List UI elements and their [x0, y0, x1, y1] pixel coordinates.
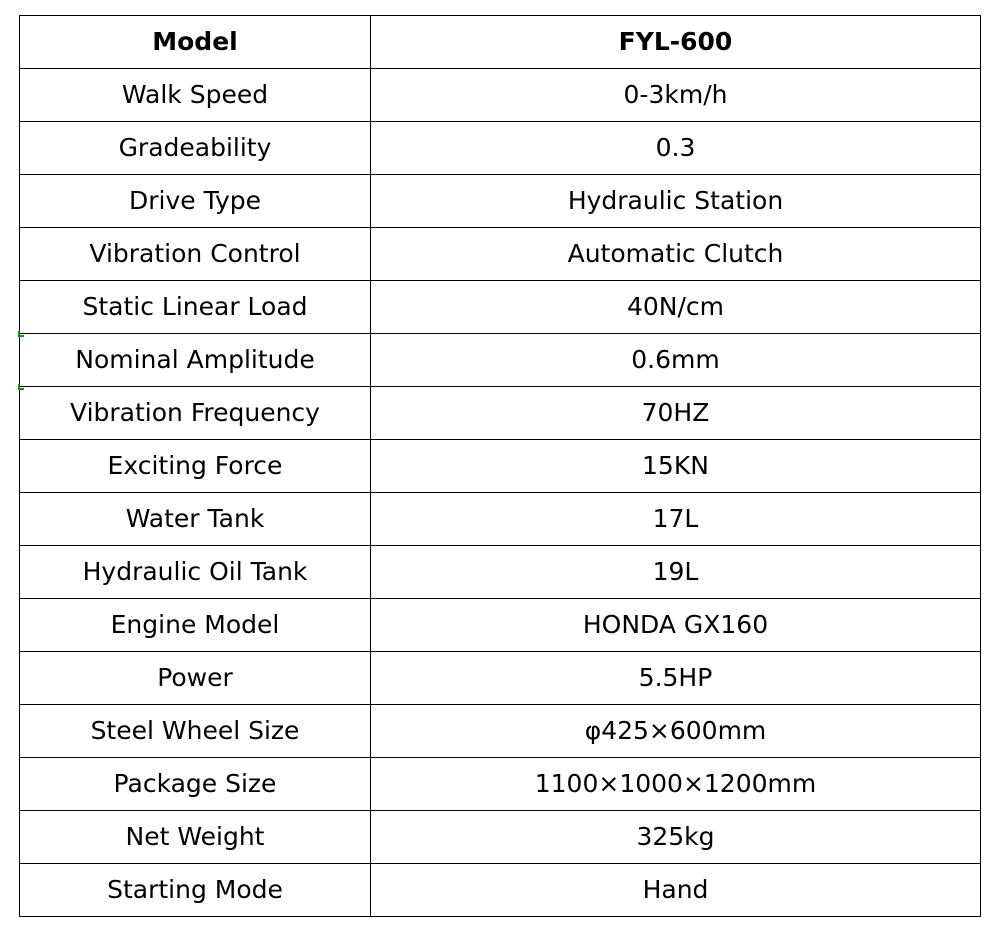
row-label: Package Size	[20, 758, 371, 811]
row-value: 70HZ	[371, 387, 981, 440]
row-label: Walk Speed	[20, 69, 371, 122]
table-row	[20, 440, 981, 493]
table-row	[20, 811, 981, 864]
row-label: Vibration Control	[20, 228, 371, 281]
table-row	[20, 599, 981, 652]
row-label: Engine Model	[20, 599, 371, 652]
header-value-cell: FYL-600	[371, 16, 981, 69]
cell-error-marker-icon	[18, 384, 24, 390]
table-header-row	[20, 16, 981, 69]
table-row	[20, 175, 981, 228]
table-row	[20, 864, 981, 917]
table-row	[20, 758, 981, 811]
row-value: 40N/cm	[371, 281, 981, 334]
table-row	[20, 281, 981, 334]
row-label: Hydraulic Oil Tank	[20, 546, 371, 599]
row-label: Water Tank	[20, 493, 371, 546]
row-value: 325kg	[371, 811, 981, 864]
row-label: Drive Type	[20, 175, 371, 228]
row-label: Power	[20, 652, 371, 705]
table-row	[20, 652, 981, 705]
row-value: Automatic Clutch	[371, 228, 981, 281]
cell-error-marker-icon	[18, 331, 24, 337]
row-label: Nominal Amplitude	[20, 334, 371, 387]
row-value: 17L	[371, 493, 981, 546]
row-label: Net Weight	[20, 811, 371, 864]
row-value: 1100×1000×1200mm	[371, 758, 981, 811]
row-value: 19L	[371, 546, 981, 599]
table-row	[20, 546, 981, 599]
header-label-cell: Model	[20, 16, 371, 69]
row-value: HONDA GX160	[371, 599, 981, 652]
row-value: φ425×600mm	[371, 705, 981, 758]
row-label: Gradeability	[20, 122, 371, 175]
spec-table	[19, 15, 981, 917]
row-label: Vibration Frequency	[20, 387, 371, 440]
row-label: Starting Mode	[20, 864, 371, 917]
row-label: Static Linear Load	[20, 281, 371, 334]
row-label: Exciting Force	[20, 440, 371, 493]
table-row	[20, 69, 981, 122]
row-value: Hand	[371, 864, 981, 917]
row-value: 5.5HP	[371, 652, 981, 705]
table-row	[20, 387, 981, 440]
row-value: 0.6mm	[371, 334, 981, 387]
row-value: 15KN	[371, 440, 981, 493]
table-row	[20, 334, 981, 387]
table-row	[20, 705, 981, 758]
row-label: Steel Wheel Size	[20, 705, 371, 758]
table-row	[20, 493, 981, 546]
row-value: 0.3	[371, 122, 981, 175]
row-value: 0-3km/h	[371, 69, 981, 122]
table-row	[20, 228, 981, 281]
table-row	[20, 122, 981, 175]
row-value: Hydraulic Station	[371, 175, 981, 228]
